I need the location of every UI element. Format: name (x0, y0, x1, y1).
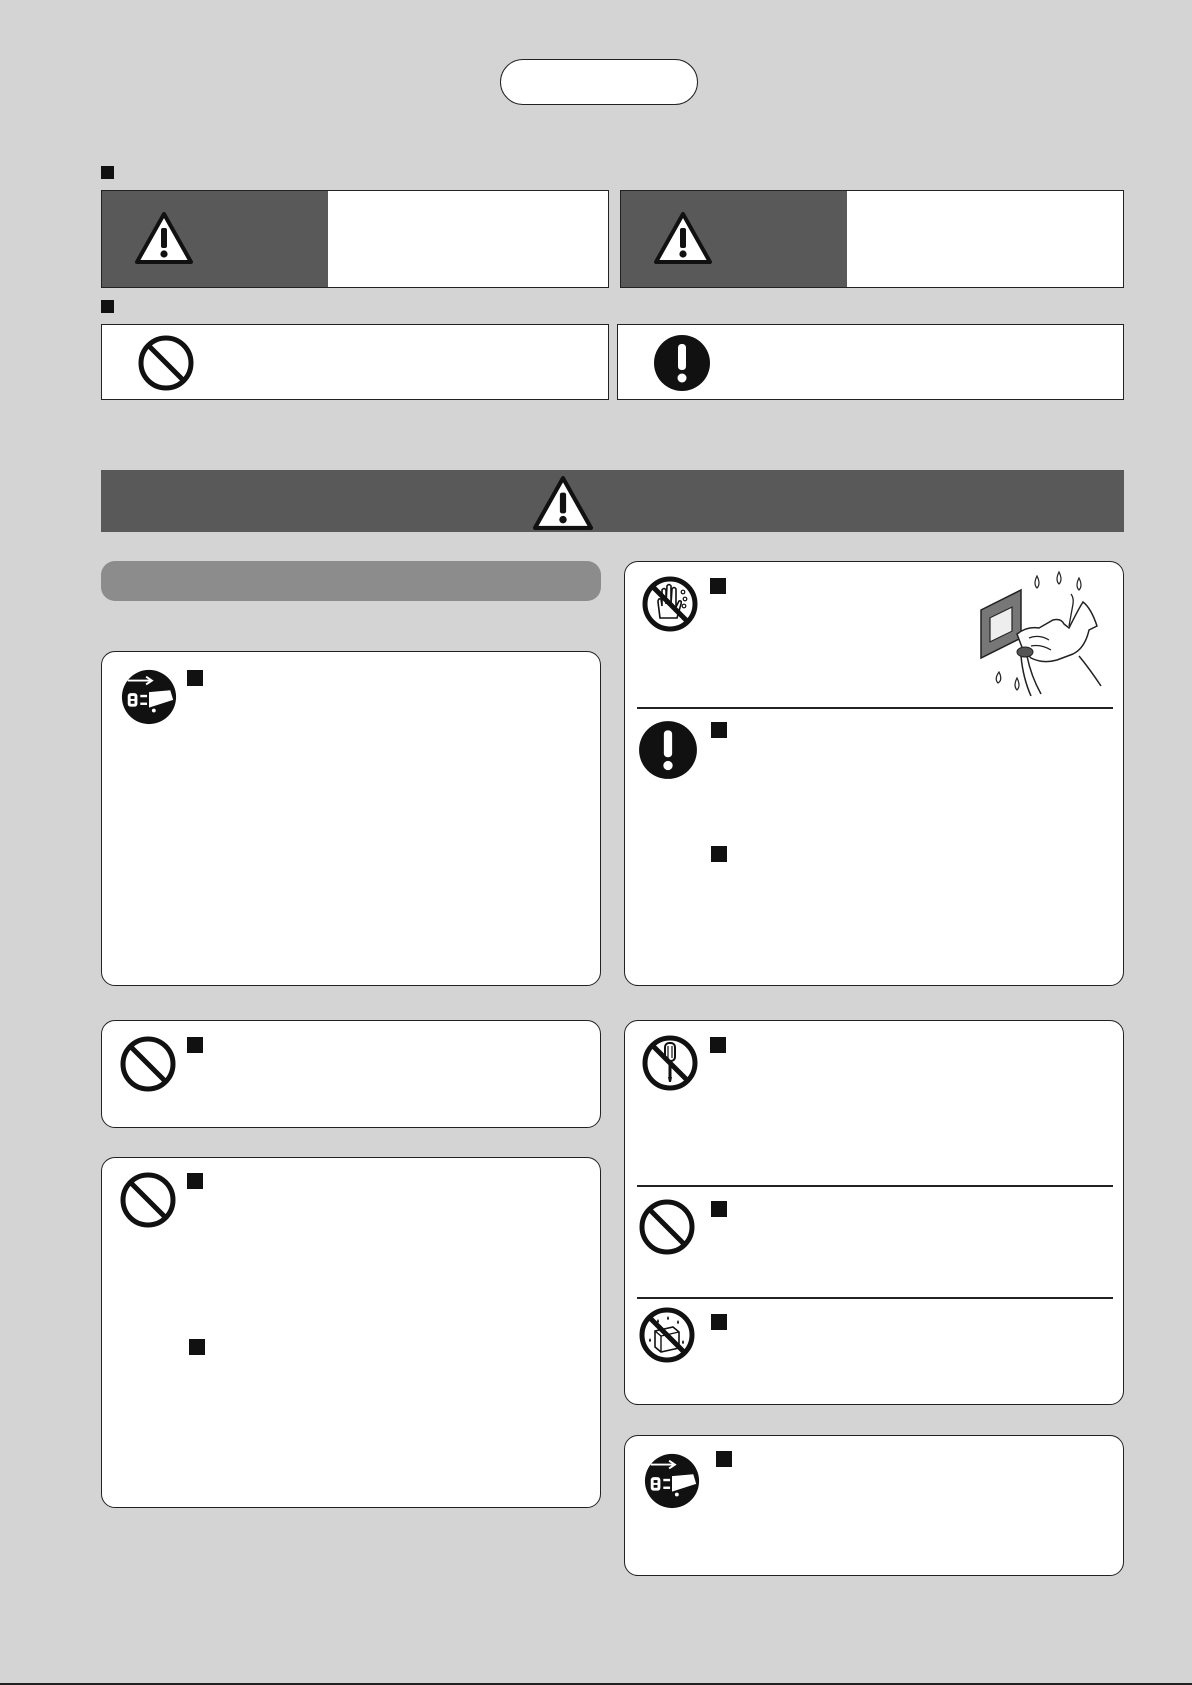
mandatory-action-icon (652, 333, 712, 393)
prohibition-icon (118, 1170, 178, 1230)
item-bullet (710, 1037, 726, 1053)
caution-card (624, 561, 1124, 986)
caution-card (624, 1020, 1124, 1405)
item-bullet (189, 1339, 205, 1355)
section-bullet (101, 166, 114, 179)
subheading-bar (101, 561, 601, 601)
symbol-definition-box (101, 324, 609, 400)
signal-label-panel (621, 191, 847, 287)
item-bullet (187, 670, 203, 686)
no-water-icon (637, 1305, 697, 1365)
caution-card (624, 1435, 1124, 1576)
signal-label-panel (102, 191, 328, 287)
item-bullet (716, 1451, 732, 1467)
hand-plug-outlet-illustration (961, 568, 1111, 700)
unplug-icon (120, 668, 178, 726)
signal-definition-box (620, 190, 1124, 288)
no-disassembly-icon (640, 1033, 700, 1093)
prohibition-icon (637, 1197, 697, 1257)
caution-card (101, 651, 601, 986)
warning-heading-band (101, 470, 1124, 532)
mandatory-action-icon (637, 719, 699, 781)
no-wet-hands-icon (640, 574, 700, 634)
signal-definition-box (101, 190, 609, 288)
prohibition-icon (136, 333, 196, 393)
item-bullet (187, 1037, 203, 1053)
item-bullet (711, 846, 727, 862)
caution-card (101, 1020, 601, 1128)
warning-triangle-icon (653, 211, 713, 265)
warning-triangle-icon (531, 475, 595, 531)
item-bullet (711, 1314, 727, 1330)
section-divider (637, 1297, 1113, 1299)
symbol-definition-box (617, 324, 1124, 400)
prohibition-icon (118, 1034, 178, 1094)
item-bullet (710, 578, 726, 594)
section-bullet (101, 300, 114, 313)
item-bullet (711, 722, 727, 738)
item-bullet (711, 1201, 727, 1217)
warning-triangle-icon (134, 211, 194, 265)
section-divider (637, 1185, 1113, 1187)
item-bullet (187, 1173, 203, 1189)
page-title (500, 59, 698, 105)
unplug-icon (643, 1452, 701, 1510)
caution-card (101, 1157, 601, 1508)
section-divider (637, 707, 1113, 709)
